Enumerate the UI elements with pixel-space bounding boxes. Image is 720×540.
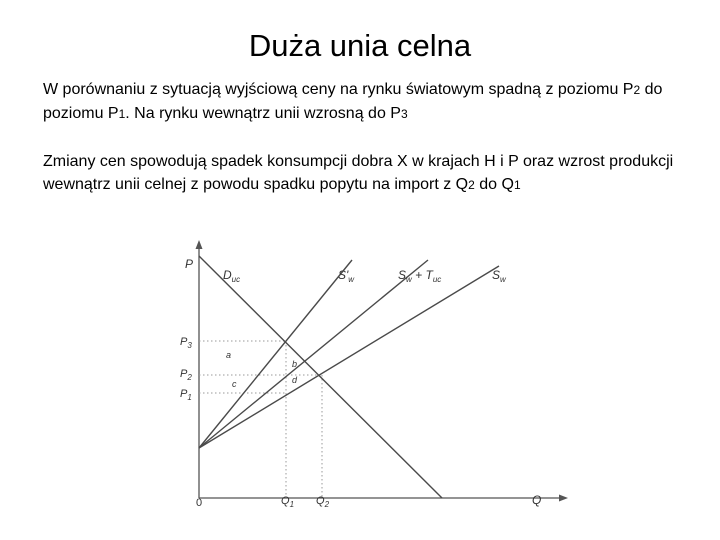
customs-union-diagram [170, 236, 570, 528]
p1-sub-1: 1 [118, 107, 126, 121]
y-axis-arrow-icon [196, 240, 203, 249]
p1-text-c: . Na rynku wewnątrz unii wzrosną do P [125, 105, 401, 122]
supply-tariff-curve [199, 260, 428, 448]
p1-sub-3: 3 [400, 107, 408, 121]
origin-label: 0 [196, 497, 203, 509]
p2-text-a: Zmiany cen spowodują spadek konsumpcji dobra X w krajach H i P oraz wzrost produkcji wewnątrz unii celnej z powodu spadku popytu na import z Q [43, 153, 674, 193]
quantity-label-q1: $Q_1$ [281, 495, 295, 509]
label-demand: $D_{uc}$ [223, 268, 241, 284]
p1-text-b: do poziomu P [43, 81, 663, 122]
p2-sub-1: 1 [513, 178, 521, 192]
demand-curve [199, 256, 442, 498]
quantity-label-q2: $Q_2$ [316, 495, 330, 509]
price-label-p1: $P_1$ [180, 388, 192, 402]
x-axis-label: Q [532, 493, 542, 507]
paragraph-price-change [43, 78, 693, 126]
price-label-p3: $P_3$ [180, 336, 192, 350]
label-supply-prime: $S'_w$ [338, 268, 355, 284]
area-label-d: d [292, 375, 298, 385]
p2-sub-2: 2 [468, 178, 475, 192]
y-axis-label: P [185, 257, 194, 271]
p2-text-b: do Q [474, 176, 514, 193]
p1-sub-2: 2 [633, 83, 641, 97]
label-supply-tariff: $S_w + T_{uc}$ [398, 268, 442, 284]
supply-curve-prime [199, 260, 352, 448]
supply-curve [199, 266, 499, 448]
x-axis-arrow-icon [559, 495, 568, 502]
paragraph-effects [43, 150, 693, 197]
price-label-p2: $P_2$ [180, 368, 192, 382]
slide-title: Duża unia celna [248, 28, 472, 63]
label-supply: $S_w$ [492, 268, 506, 284]
area-label-b: b [292, 359, 298, 369]
area-label-c: c [232, 379, 237, 389]
area-label-a: a [226, 350, 232, 360]
reference-lines [199, 341, 322, 498]
p1-text-a: W porównaniu z sytuacją wyjściową ceny na rynku światowym spadną z poziomu P [43, 81, 634, 98]
